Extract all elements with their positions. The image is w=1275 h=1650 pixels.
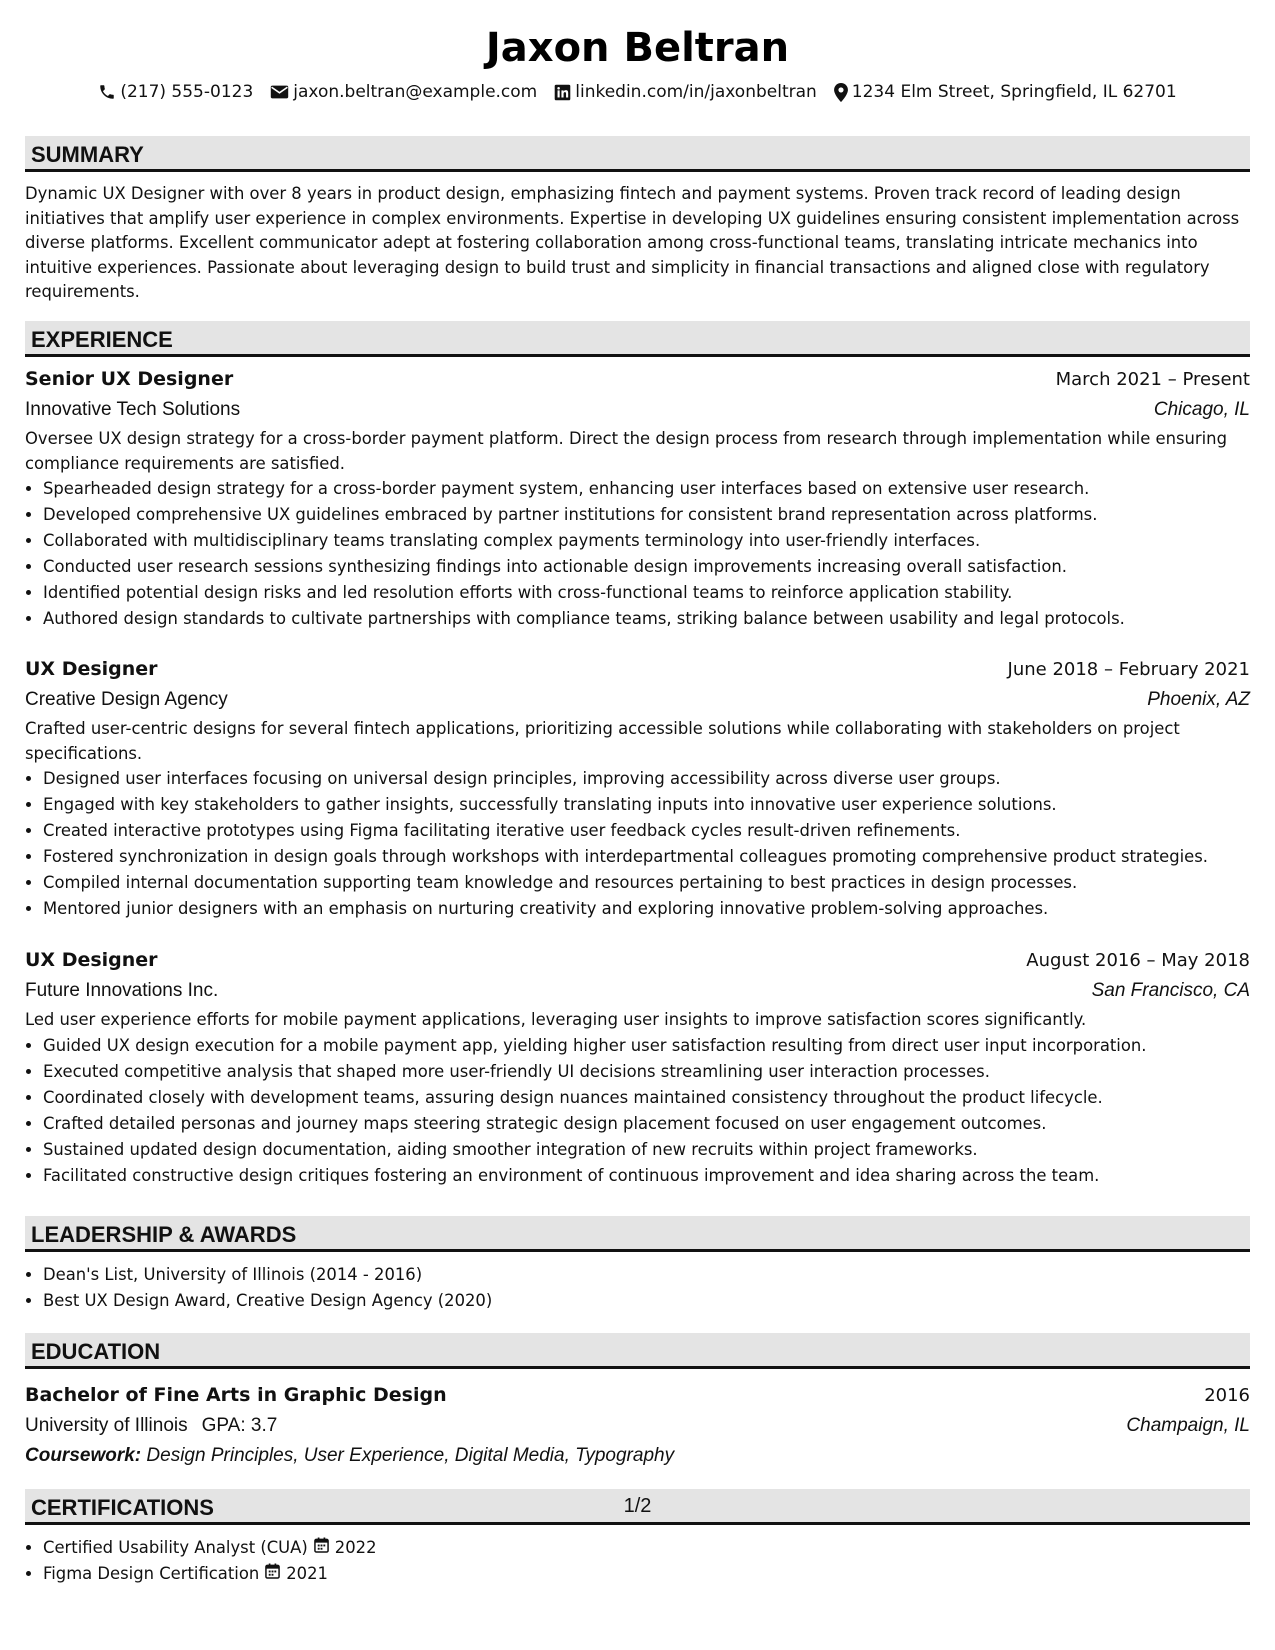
list-item: • Executed competitive analysis that shaped more user-friendly UI decisions streamlining user interaction processes. <box>43 1059 1250 1085</box>
degree-title: Bachelor of Fine Arts in Graphic Design <box>25 1384 447 1406</box>
education-entry <box>25 1380 1250 1471</box>
awards-block <box>25 1262 1250 1314</box>
job-location: Chicago, IL <box>1153 399 1250 420</box>
list-item: • Authored design standards to cultivate partnerships with compliance teams, striking balance between usability and legal protocols. <box>43 606 1250 632</box>
job-entry <box>25 945 1250 1189</box>
job-company: Innovative Tech Solutions <box>25 399 241 420</box>
job-dates: June 2018 – February 2021 <box>1007 659 1250 680</box>
section-heading-education: EDUCATION <box>25 1333 1250 1369</box>
job-bullets <box>25 1033 1250 1189</box>
section-heading-awards: LEADERSHIP & AWARDS <box>25 1216 1250 1252</box>
gpa: GPA: 3.7 <box>201 1415 278 1436</box>
job-description: Led user experience efforts for mobile payment applications, leveraging user insights to improve satisfaction scores significantly. <box>25 1010 1087 1029</box>
summary-text: Dynamic UX Designer with over 8 years in product design, emphasizing fintech and payment systems. Proven track record of leading design initiatives that amplify user experience in complex environments. Expertise in developing UX guidelines ensuring consistent implementation across diverse platforms. Excellent communicator adept at fostering collaboration among cross-functional teams, translating intricate mechanics into intuitive experiences. Passionate about leveraging design to build trust and simplicity in financial transactions and aligned close with regulatory requirements. <box>25 184 1240 301</box>
page-number: 1/2 <box>623 1495 652 1517</box>
map-pin-icon <box>834 83 848 102</box>
contact-bar <box>0 80 1275 104</box>
calendar-icon <box>265 1561 280 1587</box>
coursework-line <box>25 1441 1250 1471</box>
linkedin-icon <box>554 84 571 101</box>
list-item: • Best UX Design Award, Creative Design Agency (2020) <box>43 1288 1250 1314</box>
job-entry <box>25 364 1250 632</box>
list-item: • Developed comprehensive UX guidelines embraced by partner institutions for consistent brand representation across platforms. <box>43 502 1250 528</box>
job-location: Phoenix, AZ <box>1147 689 1250 710</box>
list-item <box>43 1561 1250 1587</box>
graduation-year: 2016 <box>1204 1385 1250 1406</box>
list-item: • Facilitated constructive design critiques fostering an environment of continuous improvement and idea sharing across the team. <box>43 1163 1250 1189</box>
awards-list <box>25 1262 1250 1314</box>
contact-linkedin[interactable] <box>554 80 817 104</box>
list-item: • Designed user interfaces focusing on universal design principles, improving accessibility across diverse user groups. <box>43 766 1250 792</box>
linkedin-text[interactable]: linkedin.com/in/jaxonbeltran <box>575 82 817 102</box>
coursework-label: Coursework: <box>25 1445 142 1466</box>
list-item: • Fostered synchronization in design goals through workshops with interdepartmental colleagues promoting comprehensive product strategies. <box>43 844 1250 870</box>
coursework-list: Design Principles, User Experience, Digital Media, Typography <box>146 1445 675 1466</box>
section-heading-certifications: CERTIFICATIONS <box>25 1489 1250 1525</box>
contact-address <box>834 80 1177 104</box>
job-description: Crafted user-centric designs for several fintech applications, prioritizing accessible solutions while collaborating with stakeholders on project specifications. <box>25 719 1180 763</box>
job-title: UX Designer <box>25 949 158 971</box>
section-heading-experience: EXPERIENCE <box>25 321 1250 357</box>
list-item: • Crafted detailed personas and journey maps steering strategic design placement focused on user engagement outcomes. <box>43 1111 1250 1137</box>
list-item: • Coordinated closely with development teams, assuring design nuances maintained consistency throughout the product lifecycle. <box>43 1085 1250 1111</box>
school-line <box>25 1411 277 1441</box>
job-title: Senior UX Designer <box>25 368 234 390</box>
list-item: • Collaborated with multidisciplinary teams translating complex payments terminology into user-friendly interfaces. <box>43 528 1250 554</box>
list-item: • Mentored junior designers with an emphasis on nurturing creativity and exploring innovative problem-solving approaches. <box>43 896 1250 922</box>
job-dates: March 2021 – Present <box>1055 369 1250 390</box>
cert-name: • Figma Design Certification <box>43 1564 260 1583</box>
phone-icon <box>98 83 116 101</box>
email-text[interactable]: jaxon.beltran@example.com <box>293 82 538 102</box>
job-dates: August 2016 – May 2018 <box>1026 950 1250 971</box>
job-title: UX Designer <box>25 658 158 680</box>
job-location: San Francisco, CA <box>1091 980 1250 1001</box>
candidate-name: Jaxon Beltran <box>485 25 790 71</box>
contact-phone <box>98 80 253 104</box>
calendar-icon <box>314 1535 329 1561</box>
certifications-list <box>25 1535 1250 1587</box>
job-company: Creative Design Agency <box>25 689 228 710</box>
job-bullets <box>25 476 1250 632</box>
section-heading-summary: SUMMARY <box>25 136 1250 172</box>
list-item: • Created interactive prototypes using Figma facilitating iterative user feedback cycles result-driven refinements. <box>43 818 1250 844</box>
list-item: • Identified potential design risks and led resolution efforts with cross-functional teams to reinforce application stability. <box>43 580 1250 606</box>
school-name: University of Illinois <box>25 1415 188 1436</box>
list-item: • Compiled internal documentation supporting team knowledge and resources pertaining to best practices in design processes. <box>43 870 1250 896</box>
job-description: Oversee UX design strategy for a cross-border payment platform. Direct the design process from research through implementation while ensuring compliance requirements are satisfied. <box>25 429 1227 473</box>
envelope-icon <box>270 84 289 100</box>
job-bullets <box>25 766 1250 922</box>
phone-text: (217) 555-0123 <box>120 82 254 102</box>
address-text: 1234 Elm Street, Springfield, IL 62701 <box>851 82 1177 102</box>
list-item <box>43 1535 1250 1561</box>
certifications-block <box>25 1535 1250 1587</box>
school-location: Champaign, IL <box>1126 1415 1250 1436</box>
cert-year: 2022 <box>334 1538 377 1557</box>
list-item: • Conducted user research sessions synthesizing findings into actionable design improvements increasing overall satisfaction. <box>43 554 1250 580</box>
list-item: • Guided UX design execution for a mobile payment app, yielding higher user satisfaction resulting from direct user input incorporation. <box>43 1033 1250 1059</box>
contact-email[interactable] <box>270 80 537 104</box>
job-entry <box>25 654 1250 922</box>
list-item: • Engaged with key stakeholders to gather insights, successfully translating inputs into innovative user experience solutions. <box>43 792 1250 818</box>
cert-name: • Certified Usability Analyst (CUA) <box>43 1538 308 1557</box>
list-item: • Sustained updated design documentation, aiding smoother integration of new recruits within project frameworks. <box>43 1137 1250 1163</box>
list-item: • Spearheaded design strategy for a cross-border payment system, enhancing user interfaces based on extensive user research. <box>43 476 1250 502</box>
job-company: Future Innovations Inc. <box>25 980 219 1001</box>
cert-year: 2021 <box>286 1564 328 1583</box>
list-item: • Dean's List, University of Illinois (2014 - 2016) <box>43 1262 1250 1288</box>
summary-block <box>25 182 1250 305</box>
